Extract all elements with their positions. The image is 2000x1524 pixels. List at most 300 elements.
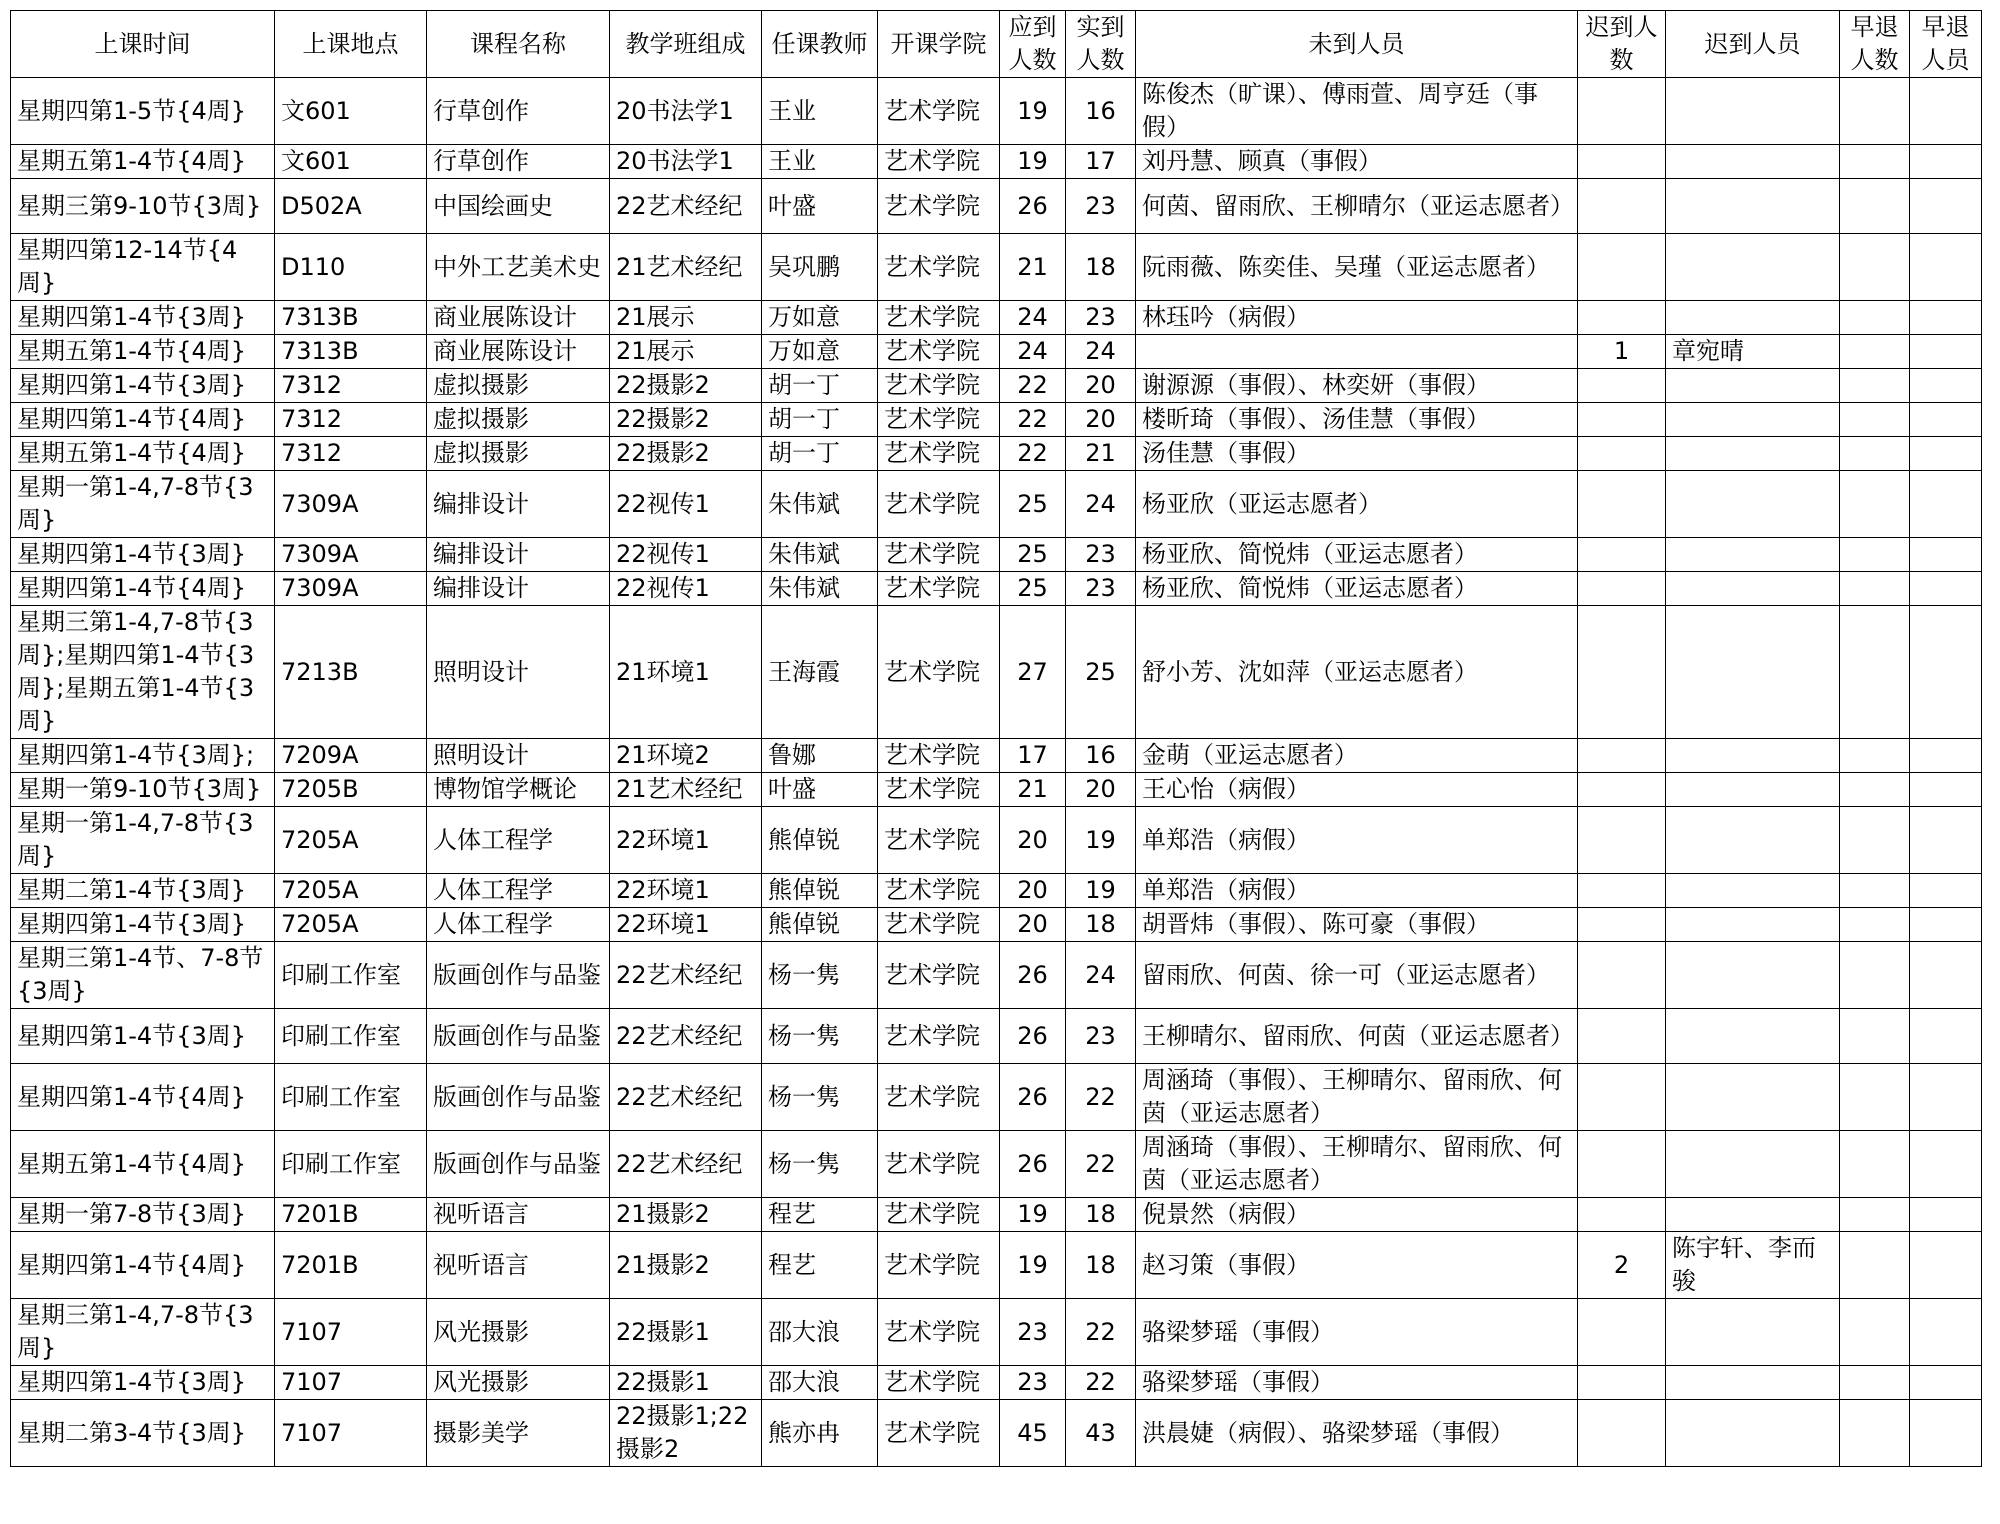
cell-expected: 26: [1000, 1131, 1066, 1198]
cell-early-people: [1910, 179, 1982, 234]
cell-early-count: [1840, 78, 1910, 145]
cell-class: 22艺术经纪: [610, 1064, 762, 1131]
cell-late-people: [1666, 145, 1840, 179]
table-row: [11, 369, 1982, 403]
table-row: [11, 437, 1982, 471]
cell-late-count: [1578, 1009, 1666, 1064]
cell-absent: 周涵琦（事假）、王柳晴尔、留雨欣、何茵（亚运志愿者）: [1136, 1064, 1578, 1131]
cell-course: 虚拟摄影: [427, 437, 610, 471]
cell-time: 星期四第1-4节{4周}: [11, 403, 275, 437]
cell-class: 22艺术经纪: [610, 1131, 762, 1198]
cell-college: 艺术学院: [878, 1400, 1000, 1467]
cell-course: 行草创作: [427, 145, 610, 179]
cell-early-count: [1840, 739, 1910, 773]
cell-time: 星期五第1-4节{4周}: [11, 145, 275, 179]
cell-college: 艺术学院: [878, 1366, 1000, 1400]
cell-late-count: [1578, 1131, 1666, 1198]
table-row: [11, 773, 1982, 807]
cell-time: 星期五第1-4节{4周}: [11, 335, 275, 369]
cell-location: 印刷工作室: [275, 942, 427, 1009]
cell-late-count: [1578, 301, 1666, 335]
cell-college: 艺术学院: [878, 572, 1000, 606]
cell-class: 20书法学1: [610, 78, 762, 145]
cell-late-count: [1578, 179, 1666, 234]
cell-college: 艺术学院: [878, 606, 1000, 739]
table-body: [11, 78, 1982, 1467]
cell-course: 人体工程学: [427, 874, 610, 908]
cell-absent: 楼昕琦（事假）、汤佳慧（事假）: [1136, 403, 1578, 437]
cell-location: 7205A: [275, 908, 427, 942]
cell-early-people: [1910, 908, 1982, 942]
cell-class: 22摄影2: [610, 437, 762, 471]
cell-course: 编排设计: [427, 538, 610, 572]
cell-course: 编排设计: [427, 471, 610, 538]
cell-time: 星期四第1-4节{4周}: [11, 1232, 275, 1299]
cell-early-count: [1840, 874, 1910, 908]
cell-course: 虚拟摄影: [427, 403, 610, 437]
cell-late-people: [1666, 234, 1840, 301]
cell-actual: 22: [1066, 1299, 1136, 1366]
table-row: [11, 1198, 1982, 1232]
cell-late-count: [1578, 807, 1666, 874]
cell-late-people: [1666, 403, 1840, 437]
cell-class: 22摄影1: [610, 1299, 762, 1366]
cell-location: 7309A: [275, 471, 427, 538]
cell-early-count: [1840, 773, 1910, 807]
cell-early-people: [1910, 807, 1982, 874]
cell-actual: 23: [1066, 301, 1136, 335]
cell-time: 星期三第9-10节{3周}: [11, 179, 275, 234]
cell-expected: 19: [1000, 1198, 1066, 1232]
cell-location: 7107: [275, 1400, 427, 1467]
cell-late-count: [1578, 1198, 1666, 1232]
cell-actual: 18: [1066, 908, 1136, 942]
cell-expected: 26: [1000, 942, 1066, 1009]
cell-early-people: [1910, 78, 1982, 145]
cell-expected: 45: [1000, 1400, 1066, 1467]
cell-early-count: [1840, 369, 1910, 403]
table-row: [11, 1064, 1982, 1131]
cell-actual: 23: [1066, 179, 1136, 234]
cell-late-count: [1578, 874, 1666, 908]
header-early-people: 早退人员: [1910, 11, 1982, 78]
cell-early-count: [1840, 942, 1910, 1009]
cell-class: 22视传1: [610, 572, 762, 606]
cell-actual: 16: [1066, 739, 1136, 773]
cell-early-people: [1910, 942, 1982, 1009]
cell-expected: 19: [1000, 1232, 1066, 1299]
cell-absent: 王心怡（病假）: [1136, 773, 1578, 807]
cell-class: 22环境1: [610, 874, 762, 908]
cell-location: 7313B: [275, 301, 427, 335]
cell-late-people: [1666, 78, 1840, 145]
cell-class: 22摄影2: [610, 369, 762, 403]
cell-early-people: [1910, 572, 1982, 606]
cell-course: 照明设计: [427, 606, 610, 739]
cell-late-people: 章宛晴: [1666, 335, 1840, 369]
cell-expected: 22: [1000, 403, 1066, 437]
cell-expected: 21: [1000, 773, 1066, 807]
cell-actual: 16: [1066, 78, 1136, 145]
cell-teacher: 胡一丁: [762, 437, 878, 471]
cell-actual: 23: [1066, 538, 1136, 572]
cell-late-people: [1666, 874, 1840, 908]
cell-time: 星期四第1-4节{4周}: [11, 1064, 275, 1131]
cell-class: 21艺术经纪: [610, 773, 762, 807]
table-row: [11, 335, 1982, 369]
cell-late-people: [1666, 369, 1840, 403]
cell-late-people: [1666, 437, 1840, 471]
cell-actual: 43: [1066, 1400, 1136, 1467]
cell-teacher: 朱伟斌: [762, 471, 878, 538]
cell-early-people: [1910, 234, 1982, 301]
table-row: [11, 572, 1982, 606]
cell-early-count: [1840, 1198, 1910, 1232]
cell-early-count: [1840, 335, 1910, 369]
cell-expected: 26: [1000, 179, 1066, 234]
cell-class: 22艺术经纪: [610, 179, 762, 234]
header-late-people: 迟到人员: [1666, 11, 1840, 78]
table-row: [11, 942, 1982, 1009]
table-row: [11, 1131, 1982, 1198]
cell-absent: 刘丹慧、顾真（事假）: [1136, 145, 1578, 179]
cell-late-people: [1666, 1299, 1840, 1366]
cell-absent: 杨亚欣、简悦炜（亚运志愿者）: [1136, 538, 1578, 572]
cell-late-count: [1578, 437, 1666, 471]
cell-absent: 胡晋炜（事假）、陈可豪（事假）: [1136, 908, 1578, 942]
cell-late-people: [1666, 179, 1840, 234]
attendance-sheet: [10, 10, 1982, 1467]
cell-teacher: 杨一隽: [762, 942, 878, 1009]
cell-absent: 林珏吟（病假）: [1136, 301, 1578, 335]
cell-expected: 26: [1000, 1064, 1066, 1131]
cell-class: 21艺术经纪: [610, 234, 762, 301]
cell-teacher: 叶盛: [762, 179, 878, 234]
cell-late-count: 2: [1578, 1232, 1666, 1299]
cell-location: 7201B: [275, 1198, 427, 1232]
table-row: [11, 606, 1982, 739]
cell-college: 艺术学院: [878, 403, 1000, 437]
cell-location: 7107: [275, 1366, 427, 1400]
cell-actual: 19: [1066, 874, 1136, 908]
cell-college: 艺术学院: [878, 179, 1000, 234]
cell-early-people: [1910, 874, 1982, 908]
cell-college: 艺术学院: [878, 1299, 1000, 1366]
cell-late-count: [1578, 1366, 1666, 1400]
cell-actual: 22: [1066, 1131, 1136, 1198]
cell-college: 艺术学院: [878, 1009, 1000, 1064]
cell-absent: 陈俊杰（旷课）、傅雨萱、周亨廷（事假）: [1136, 78, 1578, 145]
cell-expected: 23: [1000, 1366, 1066, 1400]
cell-time: 星期五第1-4节{4周}: [11, 437, 275, 471]
cell-location: 7309A: [275, 538, 427, 572]
cell-late-people: [1666, 942, 1840, 1009]
cell-actual: 23: [1066, 1009, 1136, 1064]
cell-location: 7312: [275, 403, 427, 437]
cell-class: 21展示: [610, 301, 762, 335]
cell-early-people: [1910, 335, 1982, 369]
cell-college: 艺术学院: [878, 437, 1000, 471]
cell-expected: 24: [1000, 335, 1066, 369]
cell-late-count: [1578, 78, 1666, 145]
table-row: [11, 538, 1982, 572]
cell-teacher: 熊倬锐: [762, 807, 878, 874]
cell-early-count: [1840, 1232, 1910, 1299]
cell-location: D502A: [275, 179, 427, 234]
cell-early-count: [1840, 807, 1910, 874]
header-college: 开课学院: [878, 11, 1000, 78]
cell-early-people: [1910, 1064, 1982, 1131]
table-row: [11, 807, 1982, 874]
cell-early-people: [1910, 369, 1982, 403]
cell-teacher: 朱伟斌: [762, 538, 878, 572]
cell-college: 艺术学院: [878, 369, 1000, 403]
table-row: [11, 1366, 1982, 1400]
cell-actual: 18: [1066, 1232, 1136, 1299]
cell-early-count: [1840, 1366, 1910, 1400]
cell-late-people: [1666, 908, 1840, 942]
header-expected: 应到人数: [1000, 11, 1066, 78]
cell-location: D110: [275, 234, 427, 301]
cell-class: 22视传1: [610, 471, 762, 538]
cell-time: 星期一第9-10节{3周}: [11, 773, 275, 807]
cell-course: 人体工程学: [427, 908, 610, 942]
cell-early-count: [1840, 145, 1910, 179]
cell-class: 22摄影1: [610, 1366, 762, 1400]
cell-time: 星期四第1-4节{4周}: [11, 572, 275, 606]
cell-time: 星期四第1-4节{3周}: [11, 1366, 275, 1400]
cell-early-people: [1910, 739, 1982, 773]
cell-early-count: [1840, 538, 1910, 572]
cell-course: 商业展陈设计: [427, 335, 610, 369]
cell-class: 22视传1: [610, 538, 762, 572]
cell-time: 星期二第3-4节{3周}: [11, 1400, 275, 1467]
cell-college: 艺术学院: [878, 942, 1000, 1009]
cell-college: 艺术学院: [878, 471, 1000, 538]
cell-late-people: [1666, 538, 1840, 572]
cell-late-count: [1578, 403, 1666, 437]
header-actual: 实到人数: [1066, 11, 1136, 78]
cell-late-people: [1666, 1064, 1840, 1131]
cell-expected: 20: [1000, 874, 1066, 908]
cell-course: 中国绘画史: [427, 179, 610, 234]
cell-late-count: [1578, 908, 1666, 942]
cell-late-people: 陈宇轩、李而骏: [1666, 1232, 1840, 1299]
cell-absent: 周涵琦（事假）、王柳晴尔、留雨欣、何茵（亚运志愿者）: [1136, 1131, 1578, 1198]
cell-actual: 21: [1066, 437, 1136, 471]
cell-late-people: [1666, 1009, 1840, 1064]
cell-actual: 24: [1066, 942, 1136, 1009]
cell-course: 编排设计: [427, 572, 610, 606]
cell-class: 22环境1: [610, 908, 762, 942]
cell-actual: 18: [1066, 1198, 1136, 1232]
cell-location: 印刷工作室: [275, 1009, 427, 1064]
cell-early-count: [1840, 1299, 1910, 1366]
cell-time: 星期一第7-8节{3周}: [11, 1198, 275, 1232]
cell-college: 艺术学院: [878, 1064, 1000, 1131]
cell-late-count: [1578, 572, 1666, 606]
cell-early-people: [1910, 1198, 1982, 1232]
cell-time: 星期四第1-4节{3周}: [11, 1009, 275, 1064]
cell-class: 22艺术经纪: [610, 1009, 762, 1064]
cell-expected: 17: [1000, 739, 1066, 773]
cell-time: 星期四第1-4节{3周}: [11, 908, 275, 942]
cell-actual: 20: [1066, 369, 1136, 403]
cell-college: 艺术学院: [878, 1131, 1000, 1198]
cell-time: 星期三第1-4,7-8节{3周}: [11, 1299, 275, 1366]
cell-time: 星期四第1-4节{3周}: [11, 538, 275, 572]
header-row: [11, 11, 1982, 78]
cell-location: 7205B: [275, 773, 427, 807]
cell-college: 艺术学院: [878, 1232, 1000, 1299]
cell-absent: 单郑浩（病假）: [1136, 807, 1578, 874]
cell-early-count: [1840, 606, 1910, 739]
cell-expected: 27: [1000, 606, 1066, 739]
cell-early-people: [1910, 773, 1982, 807]
cell-early-count: [1840, 179, 1910, 234]
cell-college: 艺术学院: [878, 874, 1000, 908]
header-teacher: 任课教师: [762, 11, 878, 78]
cell-absent: 金萌（亚运志愿者）: [1136, 739, 1578, 773]
cell-late-count: [1578, 1064, 1666, 1131]
cell-course: 版画创作与品鉴: [427, 1064, 610, 1131]
cell-absent: 骆梁梦瑶（事假）: [1136, 1366, 1578, 1400]
cell-time: 星期一第1-4,7-8节{3周}: [11, 807, 275, 874]
cell-late-count: [1578, 1400, 1666, 1467]
table-row: [11, 145, 1982, 179]
cell-time: 星期五第1-4节{4周}: [11, 1131, 275, 1198]
cell-teacher: 杨一隽: [762, 1064, 878, 1131]
table-row: [11, 1232, 1982, 1299]
cell-teacher: 熊倬锐: [762, 874, 878, 908]
cell-course: 人体工程学: [427, 807, 610, 874]
cell-early-count: [1840, 301, 1910, 335]
cell-expected: 26: [1000, 1009, 1066, 1064]
cell-class: 20书法学1: [610, 145, 762, 179]
cell-early-people: [1910, 471, 1982, 538]
cell-college: 艺术学院: [878, 739, 1000, 773]
cell-early-count: [1840, 437, 1910, 471]
cell-absent: 谢源源（事假）、林奕妍（事假）: [1136, 369, 1578, 403]
cell-time: 星期四第1-4节{3周}: [11, 369, 275, 403]
cell-location: 7213B: [275, 606, 427, 739]
header-absent: 未到人员: [1136, 11, 1578, 78]
cell-course: 风光摄影: [427, 1366, 610, 1400]
cell-college: 艺术学院: [878, 335, 1000, 369]
cell-expected: 25: [1000, 538, 1066, 572]
cell-location: 文601: [275, 145, 427, 179]
cell-early-people: [1910, 1299, 1982, 1366]
cell-actual: 18: [1066, 234, 1136, 301]
cell-expected: 19: [1000, 78, 1066, 145]
cell-late-count: [1578, 538, 1666, 572]
table-row: [11, 1299, 1982, 1366]
cell-late-people: [1666, 606, 1840, 739]
cell-teacher: 杨一隽: [762, 1009, 878, 1064]
cell-teacher: 万如意: [762, 301, 878, 335]
cell-absent: 王柳晴尔、留雨欣、何茵（亚运志愿者）: [1136, 1009, 1578, 1064]
cell-expected: 25: [1000, 471, 1066, 538]
table-row: [11, 1400, 1982, 1467]
cell-actual: 19: [1066, 807, 1136, 874]
cell-course: 照明设计: [427, 739, 610, 773]
cell-absent: 洪晨婕（病假）、骆梁梦瑶（事假）: [1136, 1400, 1578, 1467]
cell-course: 行草创作: [427, 78, 610, 145]
cell-absent: 杨亚欣、简悦炜（亚运志愿者）: [1136, 572, 1578, 606]
table-row: [11, 234, 1982, 301]
cell-teacher: 杨一隽: [762, 1131, 878, 1198]
cell-teacher: 万如意: [762, 335, 878, 369]
cell-late-count: [1578, 471, 1666, 538]
cell-teacher: 胡一丁: [762, 403, 878, 437]
cell-teacher: 胡一丁: [762, 369, 878, 403]
cell-late-people: [1666, 773, 1840, 807]
cell-expected: 24: [1000, 301, 1066, 335]
cell-early-people: [1910, 1131, 1982, 1198]
cell-class: 22摄影2: [610, 403, 762, 437]
cell-expected: 22: [1000, 437, 1066, 471]
cell-late-people: [1666, 807, 1840, 874]
cell-late-count: [1578, 1299, 1666, 1366]
cell-expected: 21: [1000, 234, 1066, 301]
cell-absent: 舒小芳、沈如萍（亚运志愿者）: [1136, 606, 1578, 739]
cell-late-people: [1666, 471, 1840, 538]
cell-absent: 阮雨薇、陈奕佳、吴瑾（亚运志愿者）: [1136, 234, 1578, 301]
cell-teacher: 王业: [762, 78, 878, 145]
header-class: 教学班组成: [610, 11, 762, 78]
cell-early-people: [1910, 403, 1982, 437]
header-early-count: 早退人数: [1840, 11, 1910, 78]
cell-location: 7209A: [275, 739, 427, 773]
cell-expected: 20: [1000, 908, 1066, 942]
cell-location: 印刷工作室: [275, 1064, 427, 1131]
cell-late-count: [1578, 234, 1666, 301]
cell-class: 21摄影2: [610, 1232, 762, 1299]
cell-expected: 20: [1000, 807, 1066, 874]
cell-college: 艺术学院: [878, 538, 1000, 572]
cell-teacher: 邵大浪: [762, 1299, 878, 1366]
cell-early-people: [1910, 1009, 1982, 1064]
cell-college: 艺术学院: [878, 1198, 1000, 1232]
cell-early-count: [1840, 908, 1910, 942]
cell-absent: 何茵、留雨欣、王柳晴尔（亚运志愿者）: [1136, 179, 1578, 234]
cell-actual: 23: [1066, 572, 1136, 606]
cell-expected: 22: [1000, 369, 1066, 403]
cell-late-people: [1666, 1366, 1840, 1400]
cell-expected: 23: [1000, 1299, 1066, 1366]
cell-teacher: 叶盛: [762, 773, 878, 807]
cell-time: 星期四第1-4节{3周}: [11, 301, 275, 335]
cell-early-count: [1840, 471, 1910, 538]
table-row: [11, 471, 1982, 538]
cell-class: 22艺术经纪: [610, 942, 762, 1009]
cell-course: 风光摄影: [427, 1299, 610, 1366]
cell-course: 虚拟摄影: [427, 369, 610, 403]
cell-early-people: [1910, 1366, 1982, 1400]
cell-time: 星期三第1-4,7-8节{3周};星期四第1-4节{3周};星期五第1-4节{3周}: [11, 606, 275, 739]
cell-location: 7205A: [275, 807, 427, 874]
cell-class: 21环境1: [610, 606, 762, 739]
table-row: [11, 908, 1982, 942]
cell-early-people: [1910, 1232, 1982, 1299]
cell-time: 星期四第1-4节{3周};: [11, 739, 275, 773]
cell-teacher: 程艺: [762, 1232, 878, 1299]
table-row: [11, 403, 1982, 437]
cell-course: 商业展陈设计: [427, 301, 610, 335]
cell-time: 星期一第1-4,7-8节{3周}: [11, 471, 275, 538]
table-row: [11, 179, 1982, 234]
cell-location: 印刷工作室: [275, 1131, 427, 1198]
